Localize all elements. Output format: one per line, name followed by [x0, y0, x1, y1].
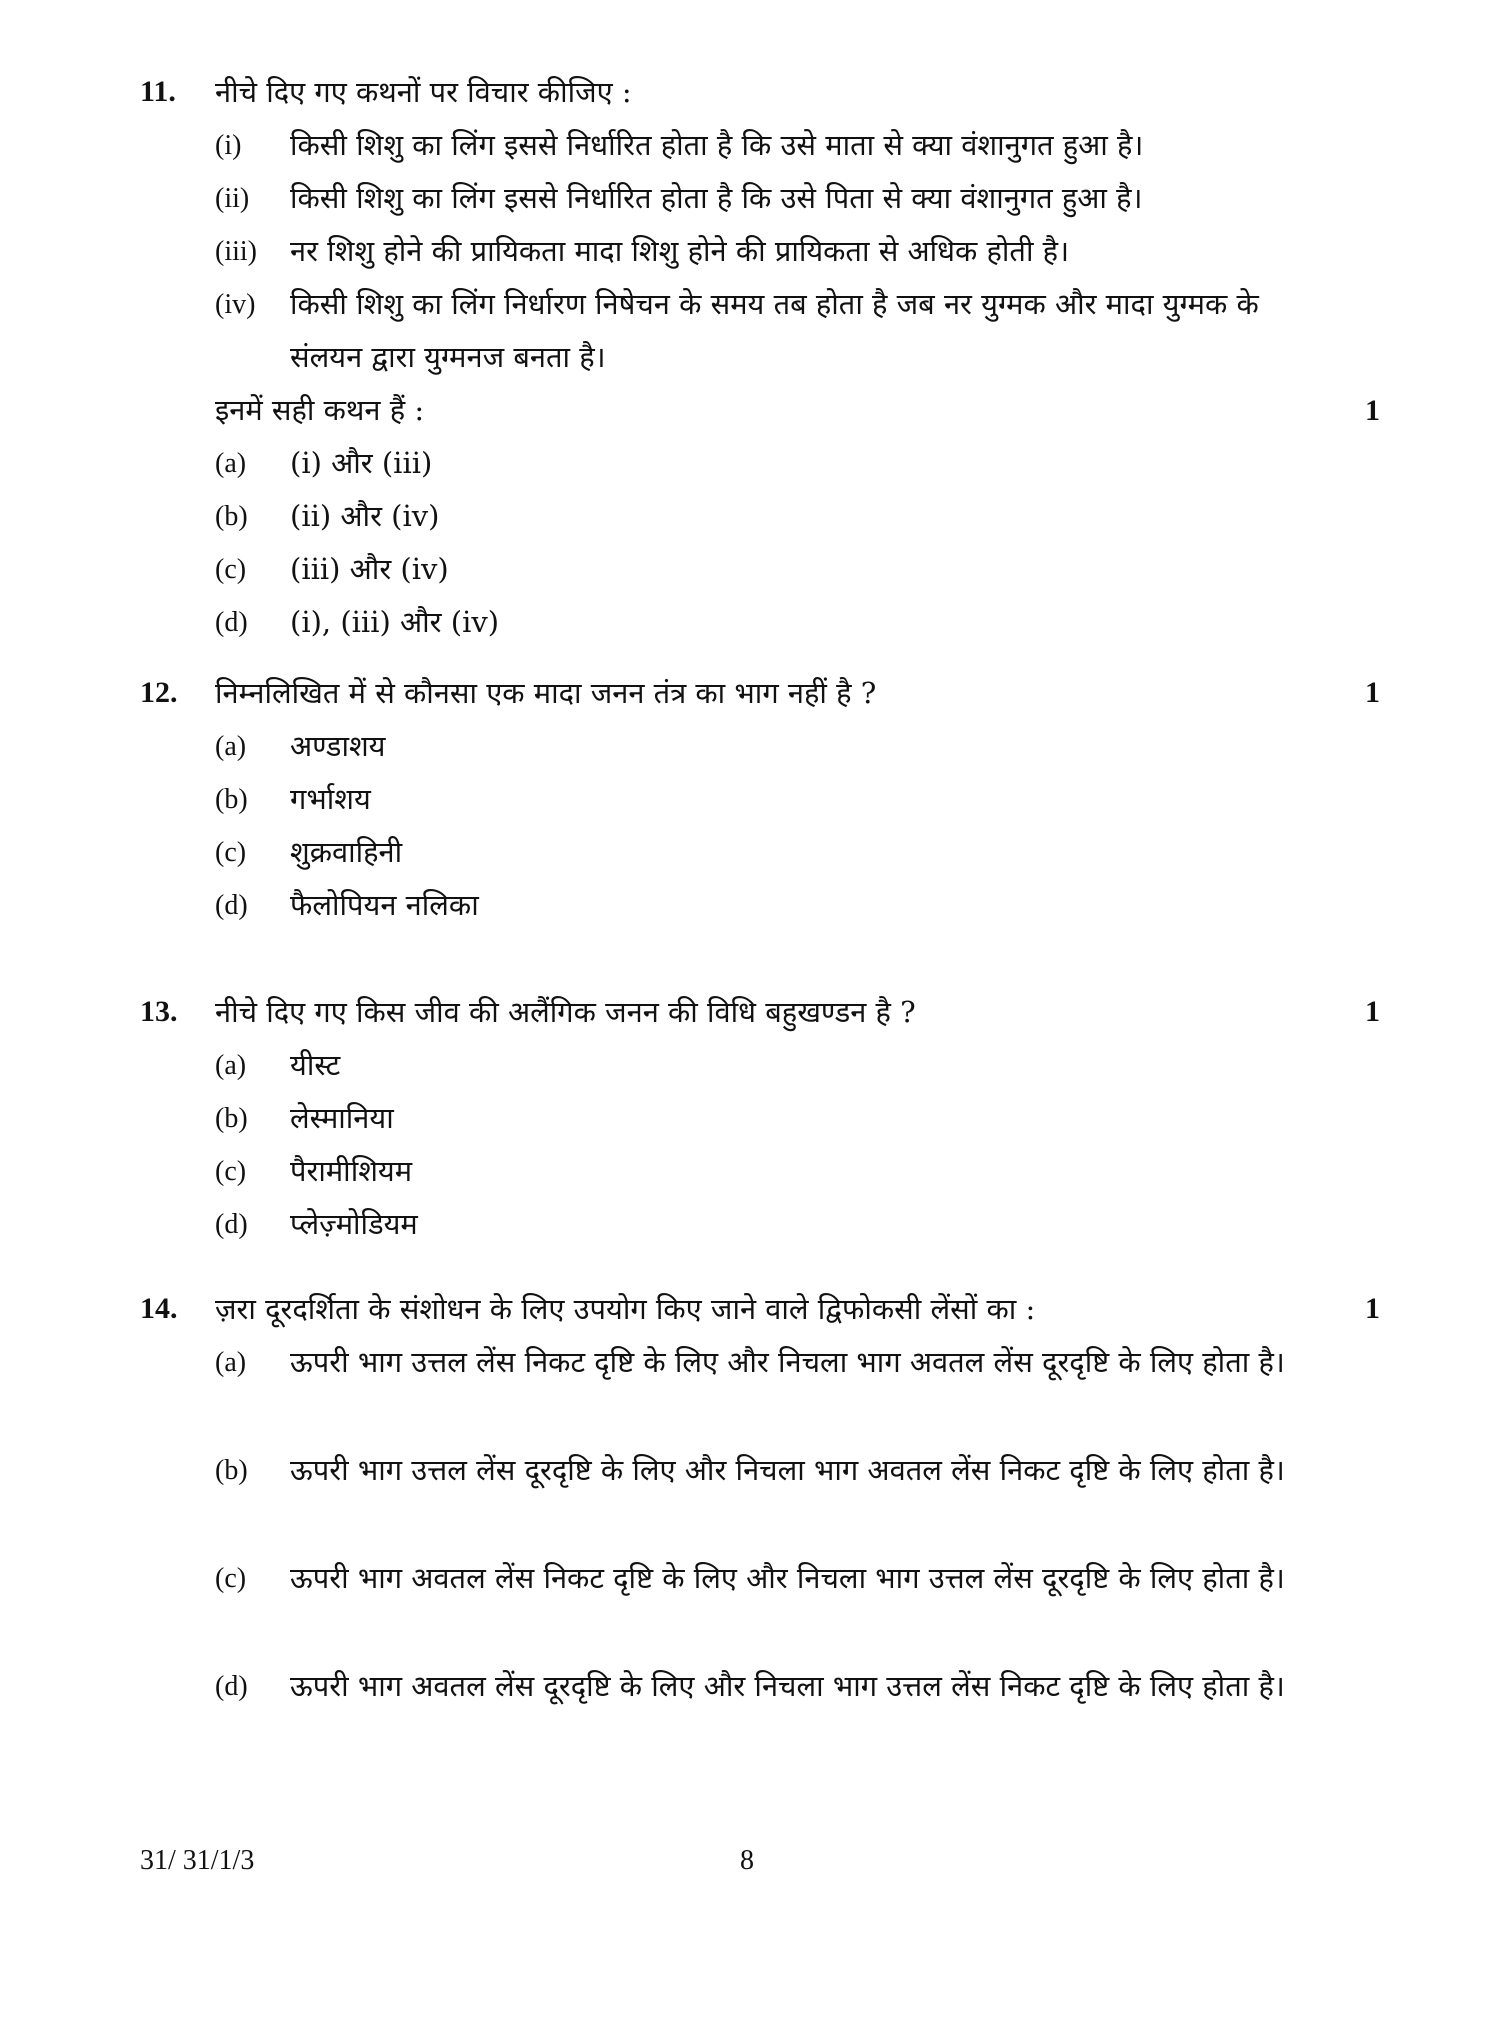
question-text: नीचे दिए गए कथनों पर विचार कीजिए :	[215, 75, 632, 109]
option-label: (a)	[215, 1050, 247, 1081]
option	[140, 1039, 1380, 1092]
option-text: (iii) और (iv)	[290, 552, 449, 586]
option-label: (b)	[215, 501, 248, 532]
option	[140, 1092, 1380, 1145]
statement	[140, 278, 1380, 384]
statement	[140, 172, 1380, 225]
option-label: (c)	[215, 1563, 247, 1594]
option-text: अण्डाशय	[290, 729, 386, 763]
option-label: (a)	[215, 731, 247, 762]
option	[140, 1198, 1380, 1251]
option	[140, 437, 1380, 490]
option	[140, 1336, 1380, 1444]
option-text: लेस्मानिया	[290, 1101, 394, 1135]
question-number: 11.	[140, 75, 176, 108]
option-text: शुक्रवाहिनी	[290, 835, 403, 869]
option-label: (d)	[215, 607, 248, 638]
statement-label: (ii)	[215, 183, 250, 214]
page-number: 8	[740, 1845, 754, 1876]
option-label: (c)	[215, 1156, 247, 1187]
statement	[140, 119, 1380, 172]
statement-text: किसी शिशु का लिंग इससे निर्धारित होता है कि उसे पिता से क्या वंशानुगत हुआ है।	[290, 181, 1143, 215]
option	[140, 596, 1380, 649]
question-12	[140, 666, 1380, 932]
statement	[140, 225, 1380, 278]
question-prompt-row	[140, 384, 1380, 437]
marks: 1	[1365, 995, 1380, 1028]
option-text: (ii) और (iv)	[290, 499, 440, 533]
option-text: फैलोपियन नलिका	[290, 888, 479, 922]
paper-code: 31/ 31/1/3	[140, 1845, 255, 1876]
question-13	[140, 985, 1380, 1251]
option-text: ऊपरी भाग अवतल लेंस दूरदृष्टि के लिए और निचला भाग उत्तल लेंस निकट दृष्टि के लिए होता है।	[290, 1669, 1285, 1703]
statement-label: (iv)	[215, 289, 256, 320]
question-text: निम्नलिखित में से कौनसा एक मादा जनन तंत्र का भाग नहीं है ?	[215, 676, 877, 710]
option-label: (b)	[215, 1103, 248, 1134]
option	[140, 1552, 1380, 1660]
question-text: ज़रा दूरदर्शिता के संशोधन के लिए उपयोग किए जाने वाले द्विफोकसी लेंसों का :	[215, 1292, 1036, 1326]
marks: 1	[1365, 394, 1380, 427]
option-text: गर्भाशय	[290, 782, 371, 816]
statement-text: किसी शिशु का लिंग निर्धारण निषेचन के समय तब होता है जब नर युग्मक और मादा युग्मक के संलयन द्वारा युग्मनज बनता है।	[290, 287, 1259, 374]
option	[140, 1660, 1380, 1768]
question-number: 12.	[140, 676, 178, 709]
option-text: प्लेज़्मोडियम	[290, 1207, 418, 1241]
option-text: यीस्ट	[290, 1048, 341, 1082]
question-number: 13.	[140, 995, 178, 1028]
option-label: (d)	[215, 890, 248, 921]
option-text: (i) और (iii)	[290, 446, 433, 480]
option	[140, 543, 1380, 596]
option-text: ऊपरी भाग उत्तल लेंस निकट दृष्टि के लिए और निचला भाग अवतल लेंस दूरदृष्टि के लिए होता है।	[290, 1345, 1285, 1379]
statement-text: किसी शिशु का लिंग इससे निर्धारित होता है कि उसे माता से क्या वंशानुगत हुआ है।	[290, 128, 1144, 162]
option-label: (c)	[215, 837, 247, 868]
option	[140, 773, 1380, 826]
marks: 1	[1365, 1292, 1380, 1325]
statement-text: नर शिशु होने की प्रायिकता मादा शिशु होने की प्रायिकता से अधिक होती है।	[290, 234, 1070, 268]
option	[140, 720, 1380, 773]
option-label: (d)	[215, 1209, 248, 1240]
statement-label: (iii)	[215, 236, 257, 267]
option-label: (c)	[215, 554, 247, 585]
option-label: (a)	[215, 1347, 247, 1378]
option	[140, 879, 1380, 932]
question-text: नीचे दिए गए किस जीव की अलैंगिक जनन की विधि बहुखण्डन है ?	[215, 995, 916, 1029]
option-text: ऊपरी भाग उत्तल लेंस दूरदृष्टि के लिए और निचला भाग अवतल लेंस निकट दृष्टि के लिए होता है।	[290, 1453, 1285, 1487]
statement-label: (i)	[215, 130, 242, 161]
option	[140, 826, 1380, 879]
option-label: (b)	[215, 784, 248, 815]
option-text: (i), (iii) और (iv)	[290, 605, 500, 639]
question-14	[140, 1282, 1380, 1768]
option-label: (d)	[215, 1671, 248, 1702]
marks: 1	[1365, 676, 1380, 709]
question-11	[140, 65, 1380, 649]
option-label: (a)	[215, 448, 247, 479]
option-label: (b)	[215, 1455, 248, 1486]
option	[140, 1444, 1380, 1552]
option	[140, 1145, 1380, 1198]
option	[140, 490, 1380, 543]
option-text: ऊपरी भाग अवतल लेंस निकट दृष्टि के लिए और निचला भाग उत्तल लेंस दूरदृष्टि के लिए होता है।	[290, 1561, 1285, 1595]
option-text: पैरामीशियम	[290, 1154, 413, 1188]
question-number: 14.	[140, 1292, 178, 1325]
question-prompt: इनमें सही कथन हैं :	[215, 393, 425, 427]
